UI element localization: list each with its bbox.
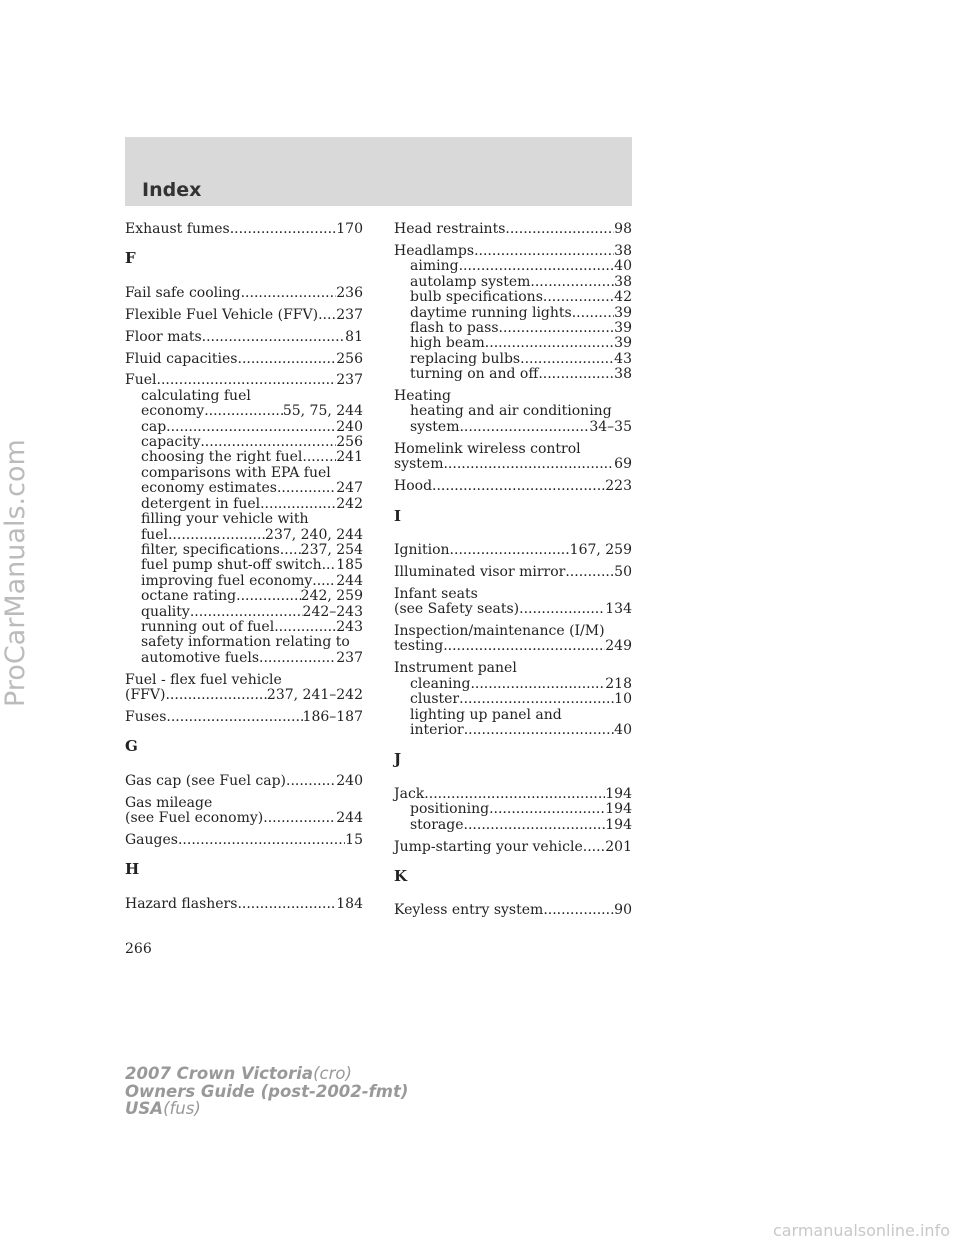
entry-page: 194 — [605, 801, 632, 818]
dot-leader — [202, 330, 346, 345]
index-entry — [125, 710, 363, 725]
index-subentry — [125, 497, 363, 512]
entry-text: storage — [410, 816, 464, 833]
index-subentry — [125, 635, 363, 650]
entry-text: Gas cap (see Fuel cap) — [125, 772, 286, 789]
index-entry-line — [394, 903, 632, 918]
entry-text: (see Safety seats) — [394, 601, 520, 618]
index-entry-line — [394, 389, 632, 404]
index-entry-line — [125, 222, 363, 237]
entry-page: 38 — [614, 242, 632, 259]
entry-text: Homelink wireless control — [394, 440, 581, 457]
index-entry-line — [125, 673, 363, 688]
entry-page: 50 — [614, 563, 632, 580]
entry-page: 38 — [614, 273, 632, 290]
entry-text: aiming — [410, 258, 459, 275]
dot-leader — [459, 692, 614, 707]
index-entry-line — [125, 897, 363, 912]
dot-leader — [277, 481, 336, 496]
dot-leader — [443, 639, 605, 654]
entry-text: cap — [141, 418, 167, 435]
dot-leader — [459, 420, 589, 435]
entry-page: 256 — [336, 350, 363, 367]
entry-page: 243 — [336, 618, 363, 635]
dot-leader — [259, 651, 336, 666]
dot-leader — [274, 620, 336, 635]
index-entry — [394, 840, 632, 855]
entry-text: cluster — [410, 691, 460, 708]
entry-page: 39 — [614, 319, 632, 336]
entry-text: positioning — [410, 801, 490, 818]
entry-page: 241 — [336, 449, 363, 466]
index-subentry — [125, 512, 363, 527]
dot-leader — [280, 543, 301, 558]
index-subentry — [125, 543, 363, 558]
entry-page: 242–243 — [302, 603, 363, 620]
header-bar — [125, 137, 632, 206]
index-subentry — [125, 605, 363, 620]
entry-page: 237, 240, 244 — [265, 526, 363, 543]
dot-leader — [241, 286, 337, 301]
entry-page: 15 — [345, 832, 363, 848]
dot-leader — [322, 558, 337, 573]
entry-page: 38 — [614, 366, 632, 383]
entry-page: 236 — [336, 284, 363, 301]
entry-text: Floor mats — [125, 328, 202, 345]
entry-text: daytime running lights — [410, 304, 572, 321]
index-entry — [394, 903, 632, 918]
index-subentry — [125, 620, 363, 635]
index-subentry — [125, 435, 363, 450]
dot-leader — [200, 435, 336, 450]
dot-leader — [424, 787, 605, 802]
entry-text: high beam — [410, 335, 485, 352]
dot-leader — [499, 321, 615, 336]
entry-page: 39 — [614, 304, 632, 321]
section-letter: J — [394, 750, 402, 769]
dot-leader — [318, 308, 336, 323]
entry-page: 34–35 — [589, 418, 632, 435]
entry-page: 244 — [336, 572, 363, 589]
entry-text: Fuel - flex fuel vehicle — [125, 671, 282, 688]
section-letter: I — [394, 506, 402, 525]
entry-page: 201 — [605, 838, 632, 855]
entry-page: 167, 259 — [569, 541, 632, 558]
index-entry — [394, 442, 632, 473]
index-entry — [125, 673, 363, 704]
entry-text: cleaning — [410, 675, 471, 692]
index-subentry — [394, 352, 632, 367]
entry-page: 134 — [605, 601, 632, 618]
dot-leader — [432, 479, 605, 494]
index-entry-line — [394, 543, 632, 558]
index-entry-line — [125, 811, 363, 826]
entry-text: quality — [141, 603, 190, 620]
dot-leader — [178, 833, 345, 848]
entry-page: 170 — [336, 221, 363, 237]
entry-text: Fuel — [125, 372, 157, 389]
dot-leader — [505, 222, 614, 237]
index-subentry — [394, 802, 632, 817]
entry-page: 43 — [614, 350, 632, 367]
dot-leader — [450, 543, 570, 558]
index-entry — [125, 897, 363, 912]
entry-page: 242 — [336, 495, 363, 512]
entry-text: bulb specifications — [410, 289, 543, 306]
entry-text: (see Fuel economy) — [125, 810, 264, 827]
entry-page: 40 — [614, 721, 632, 738]
dot-leader — [520, 352, 614, 367]
entry-text: fuel pump shut-off switch — [141, 557, 322, 574]
index-subentry — [125, 450, 363, 465]
index-column-right — [394, 222, 632, 925]
dot-leader — [543, 290, 614, 305]
watermark: ProCarManuals.com — [0, 439, 31, 707]
entry-text: Flexible Fuel Vehicle (FFV) — [125, 306, 319, 323]
index-entry — [125, 222, 363, 237]
footer-guide: Owners Guide (post-2002-fmt) — [125, 1081, 409, 1101]
entry-text: Inspection/maintenance (I/M) — [394, 623, 605, 640]
index-entry-line — [125, 352, 363, 367]
index-entry — [125, 286, 363, 301]
dot-leader — [166, 710, 302, 725]
entry-text: capacity — [141, 434, 201, 451]
index-entry-line — [125, 796, 363, 811]
index-subentry — [394, 404, 632, 419]
index-entry — [394, 543, 632, 558]
entry-text: improving fuel economy — [141, 572, 313, 589]
index-entry — [394, 389, 632, 435]
index-entry — [125, 352, 363, 367]
index-entry-line — [394, 222, 632, 237]
index-entry-line — [394, 565, 632, 580]
index-subentry — [394, 259, 632, 274]
section-letter: G — [125, 737, 138, 756]
entry-page: 39 — [614, 335, 632, 352]
index-subentry — [125, 389, 363, 404]
entry-text: Gauges — [125, 832, 178, 848]
index-entry-line — [125, 286, 363, 301]
index-subentry — [394, 677, 632, 692]
entry-text: Illuminated visor mirror — [394, 563, 566, 580]
entry-text: octane rating — [141, 588, 237, 605]
entry-text: Hazard flashers — [125, 895, 238, 912]
entry-page: 184 — [336, 895, 363, 912]
dot-leader — [260, 497, 336, 512]
index-subentry — [394, 275, 632, 290]
index-entry-line — [394, 442, 632, 457]
dot-leader — [489, 802, 605, 817]
dot-leader — [230, 222, 337, 237]
entry-page: 247 — [336, 480, 363, 497]
entry-text: Exhaust fumes — [125, 221, 230, 237]
dot-leader — [302, 450, 336, 465]
index-subentry — [125, 651, 363, 666]
entry-text: system — [394, 456, 444, 473]
index-entry — [125, 308, 363, 323]
entry-text: calculating fuel — [141, 387, 251, 404]
entry-text: flash to pass — [410, 319, 499, 336]
index-subentry — [125, 574, 363, 589]
entry-page: 186–187 — [302, 708, 363, 725]
page-number: 266 — [125, 941, 152, 957]
index-subentry — [394, 723, 632, 738]
entry-text: fuel — [141, 526, 168, 543]
index-subentry — [394, 306, 632, 321]
page-title: Index — [142, 179, 202, 201]
index-entry — [394, 661, 632, 738]
index-subentry — [394, 290, 632, 305]
entry-page: 218 — [605, 675, 632, 692]
dot-leader — [237, 897, 336, 912]
entry-page: 81 — [345, 328, 363, 345]
index-subentry — [125, 404, 363, 419]
dot-leader — [238, 352, 337, 367]
index-entry-line — [125, 330, 363, 345]
entry-text: Heating — [394, 388, 451, 405]
index-subentry — [394, 692, 632, 707]
entry-text: (FFV) — [125, 687, 166, 704]
dot-leader — [204, 404, 283, 419]
entry-text: running out of fuel — [141, 618, 275, 635]
entry-page: 194 — [605, 816, 632, 833]
entry-page: 194 — [605, 785, 632, 802]
dot-leader — [464, 818, 606, 833]
dot-leader — [538, 367, 614, 382]
index-entry-line — [394, 787, 632, 802]
index-entry-line — [125, 833, 363, 848]
entry-page: 242, 259 — [300, 588, 363, 605]
entry-page: 223 — [605, 478, 632, 495]
entry-text: filling your vehicle with — [141, 511, 309, 528]
index-entry-line — [394, 244, 632, 259]
entry-page: 69 — [614, 456, 632, 473]
entry-page: 256 — [336, 434, 363, 451]
dot-leader — [312, 574, 336, 589]
entry-text: Keyless entry system — [394, 902, 544, 919]
index-subentry — [125, 558, 363, 573]
entry-text: Infant seats — [394, 585, 478, 602]
index-entry-line — [125, 774, 363, 789]
entry-text: Headlamps — [394, 242, 475, 259]
dot-leader — [190, 605, 303, 620]
entry-page: 237, 241–242 — [266, 687, 363, 704]
dot-leader — [565, 565, 614, 580]
entry-text: autolamp system — [410, 273, 531, 290]
dot-leader — [157, 373, 337, 388]
index-entry — [125, 330, 363, 345]
entry-text: detergent in fuel — [141, 495, 261, 512]
entry-page: 240 — [336, 418, 363, 435]
entry-page: 237 — [336, 649, 363, 666]
entry-page: 244 — [336, 810, 363, 827]
index-subentry — [125, 589, 363, 604]
entry-page: 40 — [614, 258, 632, 275]
entry-text: safety information relating to — [141, 634, 350, 651]
dot-leader — [459, 259, 615, 274]
footer-model-code: (cro) — [313, 1064, 352, 1083]
index-entry-line — [125, 710, 363, 725]
index-entry-line — [394, 479, 632, 494]
dot-leader — [583, 840, 605, 855]
dot-leader — [236, 589, 301, 604]
entry-text: economy — [141, 403, 205, 420]
dot-leader — [572, 306, 614, 321]
dot-leader — [470, 677, 605, 692]
index-entry-line — [125, 373, 363, 388]
dot-leader — [166, 420, 336, 435]
entry-text: Fluid capacities — [125, 350, 238, 367]
index-entry-line — [394, 587, 632, 602]
dot-leader — [263, 811, 336, 826]
entry-page: 240 — [336, 772, 363, 789]
dot-leader — [443, 457, 614, 472]
index-entry — [394, 624, 632, 655]
index-entry — [394, 787, 632, 833]
entry-text: testing — [394, 638, 444, 655]
entry-text: Fuses — [125, 708, 167, 725]
index-entry-line — [394, 602, 632, 617]
index-entry — [125, 774, 363, 789]
entry-page: 237 — [336, 372, 363, 389]
entry-page: 55, 75, 244 — [282, 403, 363, 420]
entry-text: interior — [410, 721, 464, 738]
index-entry — [125, 373, 363, 666]
index-entry — [125, 833, 363, 848]
index-entry — [394, 222, 632, 237]
entry-text: Jump-starting your vehicle — [394, 838, 583, 855]
bottom-watermark: carmanualsonline.info — [772, 1221, 950, 1240]
index-subentry — [125, 466, 363, 481]
index-entry-line — [394, 639, 632, 654]
entry-text: Gas mileage — [125, 794, 213, 811]
entry-page: 98 — [614, 221, 632, 237]
entry-text: turning on and off — [410, 366, 539, 383]
index-subentry — [125, 481, 363, 496]
dot-leader — [519, 602, 605, 617]
dot-leader — [474, 244, 614, 259]
entry-text: lighting up panel and — [410, 706, 562, 723]
footer-market: USA — [125, 1099, 164, 1118]
dot-leader — [168, 528, 265, 543]
entry-page: 90 — [614, 902, 632, 919]
entry-page: 185 — [336, 557, 363, 574]
entry-text: economy estimates — [141, 480, 277, 497]
index-entry-line — [125, 308, 363, 323]
entry-text: replacing bulbs — [410, 350, 521, 367]
entry-text: filter, specifications — [141, 541, 280, 558]
index-subentry — [125, 420, 363, 435]
dot-leader — [530, 275, 614, 290]
entry-page: 237 — [336, 306, 363, 323]
index-subentry — [394, 420, 632, 435]
index-entry — [394, 479, 632, 494]
index-subentry — [125, 528, 363, 543]
entry-text: comparisons with EPA fuel — [141, 464, 331, 481]
index-entry-line — [394, 624, 632, 639]
index-entry — [125, 796, 363, 827]
entry-text: choosing the right fuel — [141, 449, 303, 466]
dot-leader — [286, 774, 336, 789]
entry-page: 10 — [614, 691, 632, 708]
index-entry — [394, 565, 632, 580]
index-subentry — [394, 367, 632, 382]
section-letter: K — [394, 866, 408, 885]
entry-text: heating and air conditioning — [410, 403, 612, 420]
entry-text: automotive fuels — [141, 649, 260, 666]
entry-text: Instrument panel — [394, 660, 517, 677]
entry-text: Hood — [394, 478, 433, 495]
footer-market-code: (fus) — [163, 1099, 201, 1118]
dot-leader — [464, 723, 614, 738]
index-entry-line — [394, 840, 632, 855]
footer-model: 2007 Crown Victoria — [125, 1064, 314, 1083]
section-letter: H — [125, 860, 140, 879]
index-subentry — [394, 321, 632, 336]
index-column-left — [125, 222, 363, 919]
dot-leader — [165, 688, 266, 703]
index-entry — [394, 587, 632, 618]
entry-text: Head restraints — [394, 221, 506, 237]
index-subentry — [394, 708, 632, 723]
dot-leader — [485, 336, 614, 351]
index-entry-line — [125, 688, 363, 703]
footer — [125, 1065, 408, 1118]
entry-text: Fail safe cooling — [125, 284, 241, 301]
entry-page: 249 — [605, 638, 632, 655]
section-letter: F — [125, 249, 136, 268]
entry-page: 42 — [614, 289, 632, 306]
index-entry-line — [394, 661, 632, 676]
index-subentry — [394, 818, 632, 833]
index-subentry — [394, 336, 632, 351]
entry-page: 237, 254 — [300, 541, 363, 558]
index-entry — [394, 244, 632, 383]
dot-leader — [543, 903, 614, 918]
entry-text: system — [410, 418, 460, 435]
index-entry-line — [394, 457, 632, 472]
entry-text: Jack — [394, 785, 425, 802]
entry-text: Ignition — [394, 541, 450, 558]
